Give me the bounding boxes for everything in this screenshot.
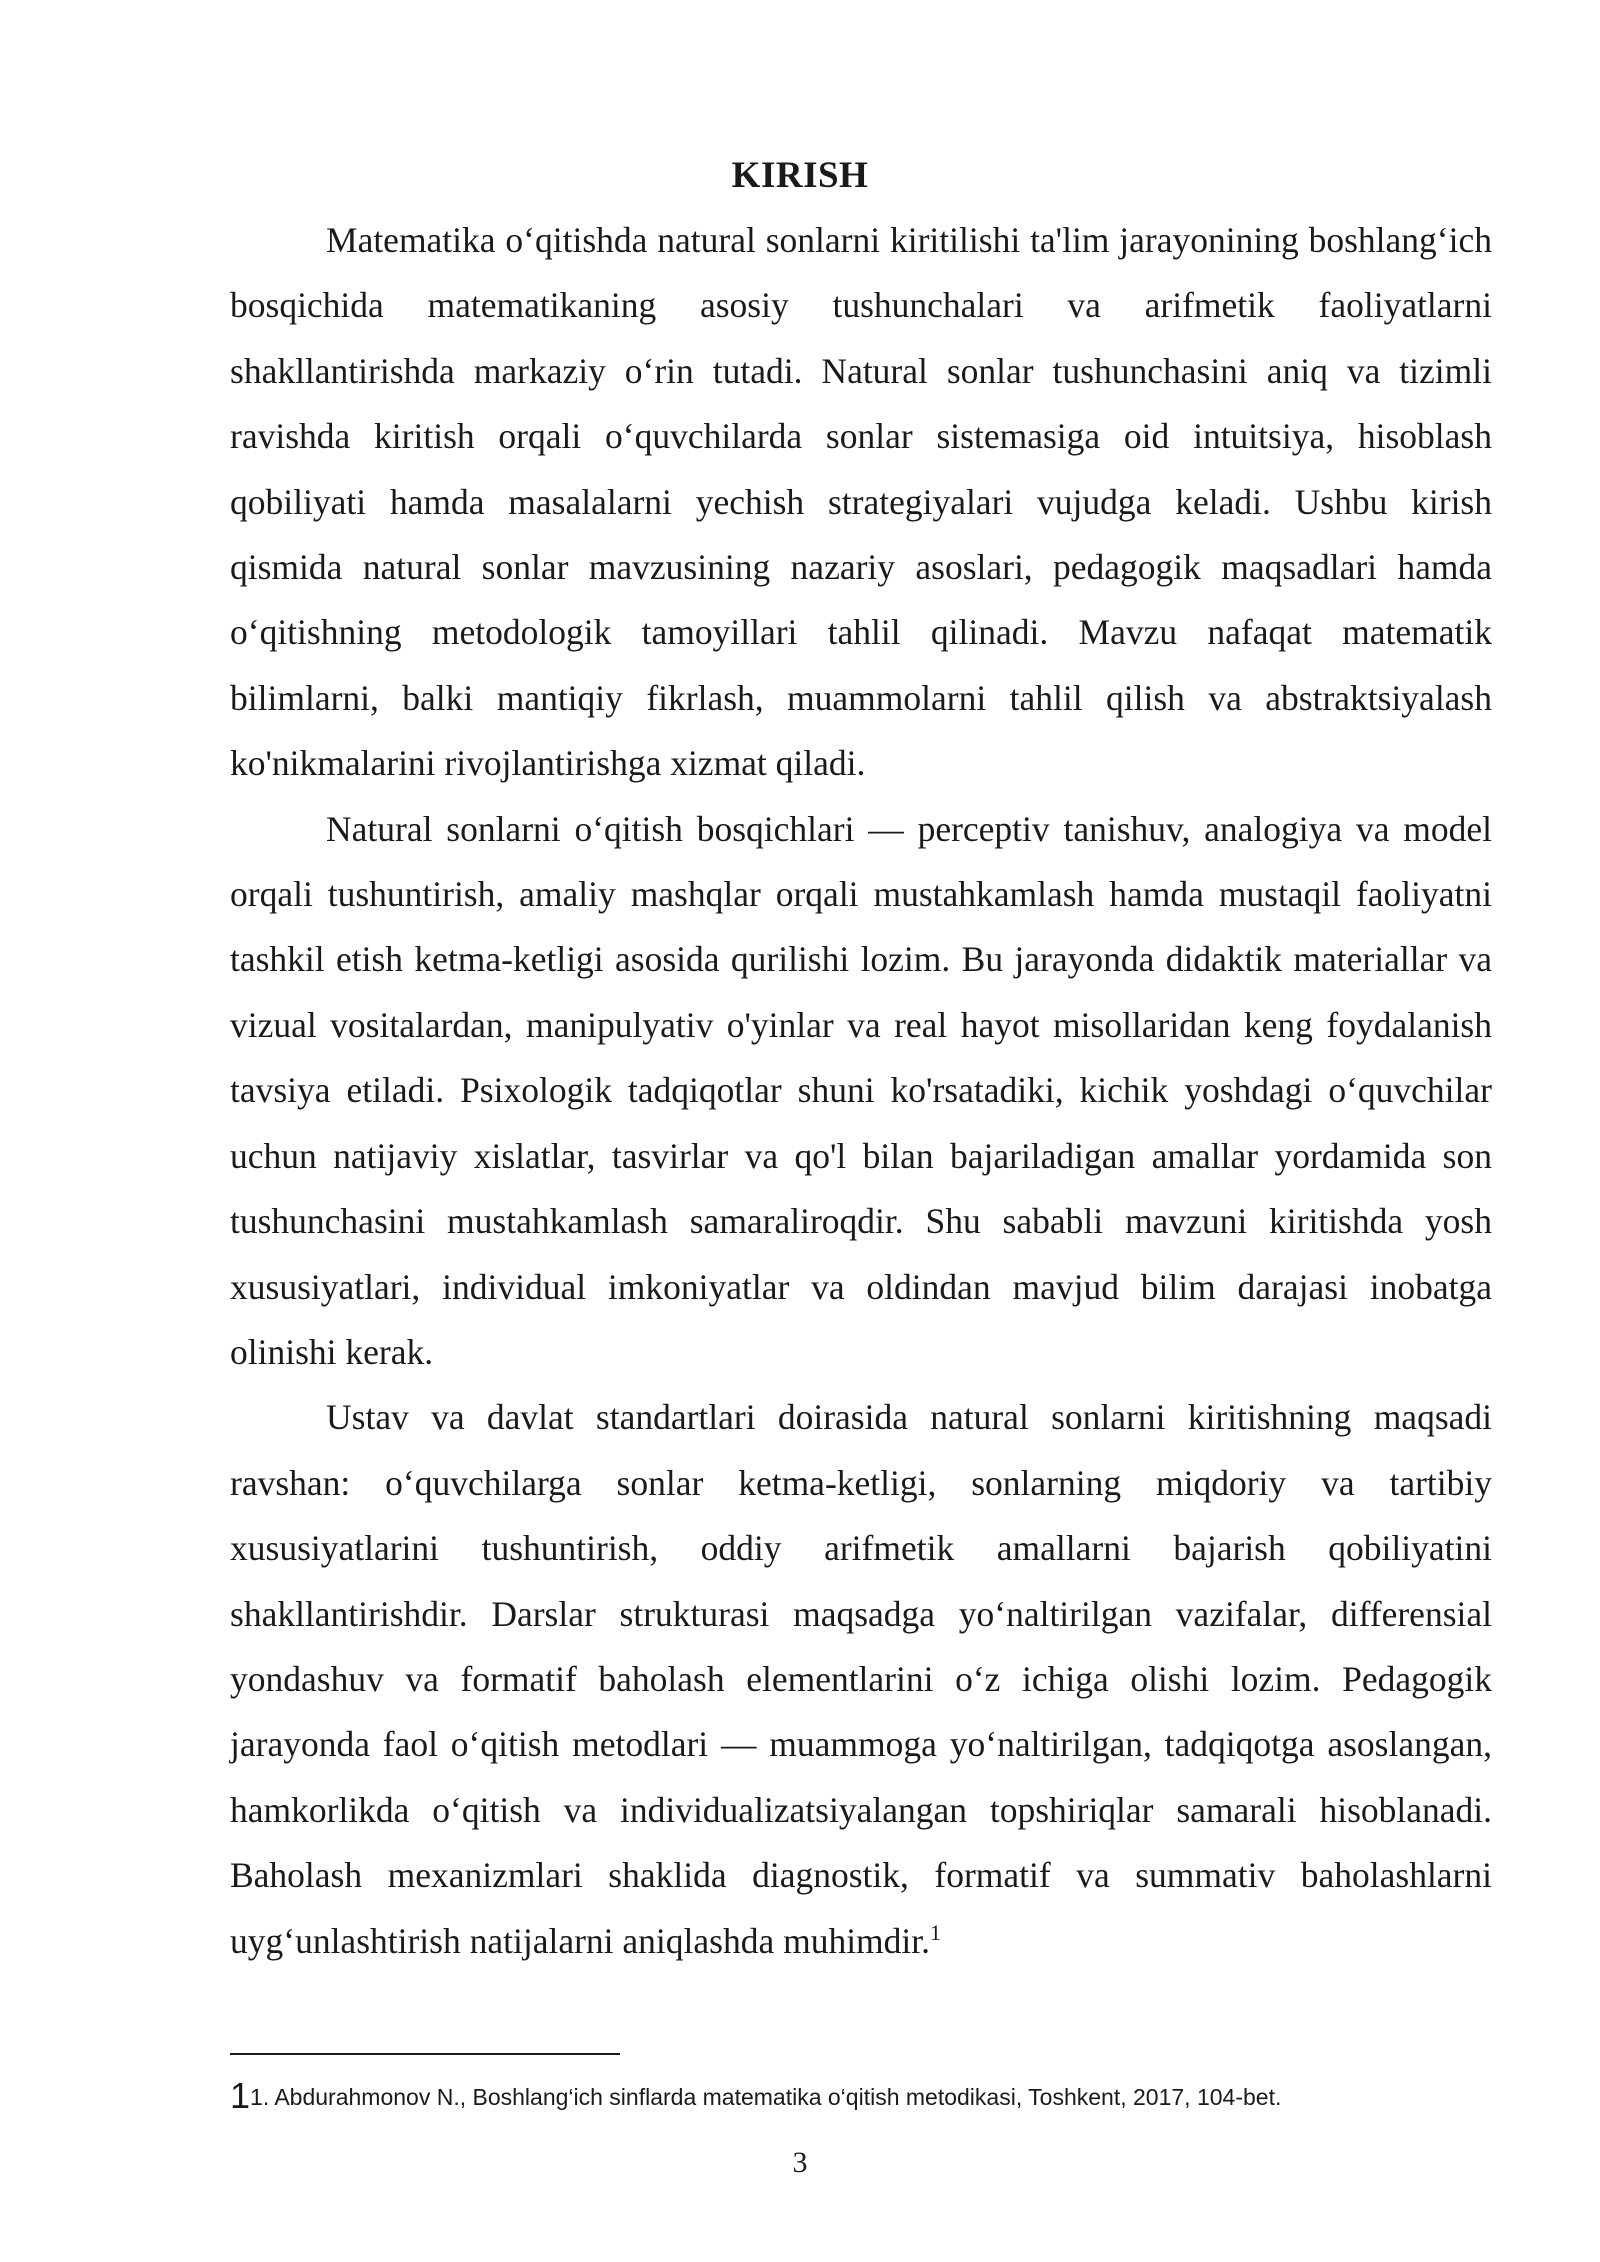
footnote-separator [230,2053,620,2055]
footnote-mark: 1 [230,2075,251,2116]
page-title: KIRISH [731,155,869,196]
paragraph-3 [230,1385,1492,1974]
footnote-text: 1. Abdurahmonov N., Boshlang‘ich sinflarda matematika o‘qitish metodikasi, Toshkent, 2017, 104-bet. [250,2084,1282,2110]
page-number: 3 [792,2146,808,2179]
footnote-reference[interactable]: 1 [930,1919,942,1945]
paragraph-3-text: Ustav va davlat standartlari doirasida natural sonlarni kiritishning maqsadi ravshan: o‘quvchilarga sonlar ketma-ketligi, sonlarning miqdoriy va tartibiy xususiyatlarini tushuntirish, oddiy arifmetik amallarni bajarish qobiliyatini shakllantirishdir. Darslar strukturasi maqsadga yo‘naltirilgan vazifalar, differensial yondashuv va formatif baholash elementlarini o‘z ichiga olishi lozim. Pedagogik jarayonda faol o‘qitish metodlari — muammoga yo‘naltirilgan, tadqiqotga asoslangan, hamkorlikda o‘qitish va individualizatsiyalangan topshiriqlar samarali hisoblanadi. Baholash mexanizmlari shaklida diagnostik, formatif va summativ baholashlarni uyg‘unlashtirish natijalarni aniqlashda muhimdir. [230,1397,1492,1961]
paragraph-2: Natural sonlarni o‘qitish bosqichlari — perceptiv tanishuv, analogiya va model orqali tushuntirish, amaliy mashqlar orqali mustahkamlash hamda mustaqil faoliyatni tashkil etish ketma-ketligi asosida qurilishi lozim. Bu jarayonda didaktik materiallar va vizual vositalardan, manipulyativ o'yinlar va real hayot misollaridan keng foydalanish tavsiya etiladi. Psixologik tadqiqotlar shuni ko'rsatadiki, kichik yoshdagi o‘quvchilar uchun natijaviy xislatlar, tasvirlar va qo'l bilan bajariladigan amallar yordamida son tushunchasini mustahkamlash samaraliroqdir. Shu sababli mavzuni kiritishda yosh xususiyatlari, individual imkoniyatlar va oldindan mavjud bilim darajasi inobatga olinishi kerak. [230,808,1492,1372]
paragraph-1: Matematika o‘qitishda natural sonlarni kiritilishi ta'lim jarayonining boshlang‘ich bosqichida matematikaning asosiy tushunchalari va arifmetik faoliyatlarni shakllantirishda markaziy o‘rin tutadi. Natural sonlar tushunchasini aniq va tizimli ravishda kiritish orqali o‘quvchilarda sonlar sistemasiga oid intuitsiya, hisoblash qobiliyati hamda masalalarni yechish strategiyalari vujudga keladi. Ushbu kirish qismida natural sonlar mavzusining nazariy asoslari, pedagogik maqsadlari hamda o‘qitishning metodologik tamoyillari tahlil qilinadi. Mavzu nafaqat matematik bilimlarni, balki mantiqiy fikrlash, muammolarni tahlil qilish va abstraktsiyalash ko'nikmalarini rivojlantirishga xizmat qiladi. [230,220,1492,784]
footnote [230,2075,1492,2116]
body-text [230,208,1492,1974]
